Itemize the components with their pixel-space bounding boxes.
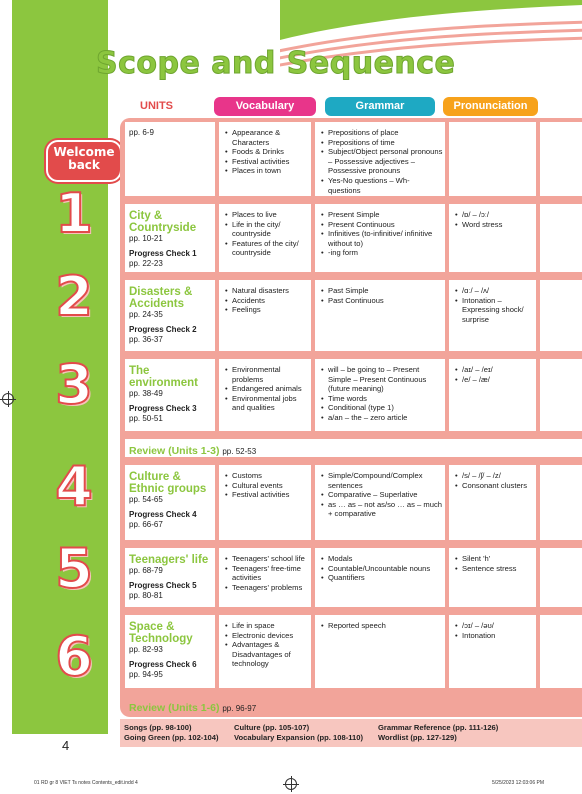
unit-cell [125,359,215,431]
grammar-item: • as … as – not as/so … as – much + comparative [321,500,443,519]
review-pages: pp. 96-97 [222,704,257,713]
grammar-item: • Past Simple [321,286,443,296]
row-unit-2 [120,276,582,355]
unit-number-text: 3 [55,353,93,416]
vocab-cell [219,280,311,351]
pron-item: • Silent 'h' [455,554,534,564]
unit-pages: pp. 68-79 [129,566,163,575]
scope-grid [120,118,582,717]
vocab-item: • Environmental jobs and qualities [225,394,309,413]
progress-check-pages: pp. 50-51 [129,414,163,423]
grammar-item: • Past Continuous [321,296,443,306]
registration-mark-bottom [285,778,297,790]
welcome-grammar-cell [315,122,445,196]
extra-cell [540,465,582,540]
welcome-extra-cell [540,122,582,196]
vocab-item: • Customs [225,471,309,481]
welcome-pron-cell [449,122,536,196]
vocab-cell [219,465,311,540]
unit-pages: pp. 38-49 [129,389,163,398]
pronunciation-header: Pronunciation [443,97,538,116]
unit-number-3 [36,353,112,416]
progress-check-pages: pp. 36-37 [129,335,163,344]
grammar-item: • Countable/Uncountable nouns [321,564,443,574]
pron-item: • /s/ – /ʃ/ – /z/ [455,471,534,481]
footer-wordlist: Wordlist (pp. 127-129) [378,733,457,742]
pron-cell [449,280,536,351]
vocab-item: • Electronic devices [225,631,309,641]
vocab-item: • Festival activities [225,490,309,500]
unit-title: The environment [129,365,199,389]
vocab-item: • Accidents [225,296,309,306]
vocab-item: • Environmental problems [225,365,309,384]
unit-cell [125,204,215,272]
vocab-item: • Features of the city/ countryside [225,239,309,258]
unit-pages: pp. 10-21 [129,234,163,243]
welcome-vocab-cell [219,122,311,196]
welcome-item: • Foods & Drinks [225,147,309,157]
pron-cell [449,204,536,272]
pron-cell [449,359,536,431]
grammar-cell [315,615,445,688]
footer-references [120,719,582,747]
footer-vocab-expansion: Vocabulary Expansion (pp. 108-110) [234,733,363,742]
grammar-item: • Quantifiers [321,573,443,583]
unit-cell [125,615,215,688]
progress-check-pages: pp. 94-95 [129,670,163,679]
welcome-item: • Prepositions of place [321,128,443,138]
grammar-item: • a/an – the – zero article [321,413,443,423]
vocab-item: • Places to live [225,210,309,220]
vocabulary-header: Vocabulary [214,97,316,116]
welcome-back-badge: Welcome back [46,140,122,182]
pron-item: • Sentence stress [455,564,534,574]
grammar-item: • Infinitives (to-infinitive/ infinitive without to) [321,229,443,248]
unit-number-2 [36,265,112,328]
pron-cell [449,465,536,540]
footer-culture: Culture (pp. 105-107) [234,723,310,732]
unit-cell [125,465,215,540]
page-number: 4 [62,738,70,753]
grammar-cell [315,359,445,431]
row-unit-3 [120,355,582,435]
progress-check: Progress Check 3 [129,404,197,413]
registration-mark-left [2,393,14,405]
pron-item: • Consonant clusters [455,481,534,491]
unit-cell [125,280,215,351]
units-header: UNITS [140,100,173,112]
vocab-cell [219,615,311,688]
unit-title: Space & Technology [129,621,193,645]
pron-item: • /aɪ/ – /eɪ/ [455,365,534,375]
vocab-item: • Life in space [225,621,309,631]
pron-item: • Intonation [455,631,534,641]
grammar-header: Grammar [325,97,435,116]
unit-number-6 [36,625,112,688]
unit-pages: pp. 54-65 [129,495,163,504]
welcome-pages: pp. 6-9 [129,128,154,137]
vocab-item: • Teenagers' problems [225,583,309,593]
vocab-item: • Advantages & Disadvantages of technology [225,640,309,669]
grammar-item: • Present Continuous [321,220,443,230]
progress-check-pages: pp. 66-67 [129,520,163,529]
unit-number-4 [36,455,112,518]
progress-check: Progress Check 6 [129,660,197,669]
progress-check: Progress Check 1 [129,249,197,258]
review-pages: pp. 52-53 [222,447,257,456]
unit-number-text: 2 [55,265,93,328]
unit-number-text: 5 [55,537,93,600]
pron-cell [449,548,536,607]
vocab-cell [219,359,311,431]
pron-item: • /ɔɪ/ – /əʊ/ [455,621,534,631]
vocab-cell [219,204,311,272]
footer-grammar-reference: Grammar Reference (pp. 111-126) [378,723,499,732]
pron-cell [449,615,536,688]
unit-title: City & Countryside [129,210,197,234]
pron-item: • Word stress [455,220,534,230]
unit-title: Culture & Ethnic groups [129,471,207,495]
progress-check: Progress Check 2 [129,325,197,334]
vocab-item: • Teenagers' free-time activities [225,564,309,583]
unit-title: Teenagers' life [129,554,209,566]
grammar-item: • -ing form [321,248,443,258]
welcome-item: • Yes-No questions – Wh- questions [321,176,443,195]
pron-item: • /ɑː/ – /ʌ/ [455,286,534,296]
unit-number-5 [36,537,112,600]
grammar-item: • Simple/Compound/Complex sentences [321,471,443,490]
grammar-item: • Comparative – Superlative [321,490,443,500]
grammar-cell [315,204,445,272]
grammar-item: • Present Simple [321,210,443,220]
welcome-item: • Subject/Object personal pronouns – Possessive adjectives – Possessive pronouns [321,147,443,176]
unit-title: Disasters & Accidents [129,286,193,310]
vocab-item: • Endangered animals [225,384,309,394]
unit-number-text: 1 [55,182,93,245]
row-review [120,692,582,717]
vocab-item: • Life in the city/ countryside [225,220,309,239]
grammar-cell [315,548,445,607]
grammar-item: • Conditional (type 1) [321,403,443,413]
row-welcome [120,118,582,200]
progress-check: Progress Check 5 [129,581,197,590]
row-unit-1 [120,200,582,276]
welcome-unit-cell [125,122,215,196]
welcome-item: • Places in town [225,166,309,176]
vocab-item: • Feelings [225,305,309,315]
review-label: Review (Units 1-6) pp. 96-97 [129,702,257,714]
grammar-item: • Reported speech [321,621,443,631]
progress-check-pages: pp. 80-81 [129,591,163,600]
progress-check: Progress Check 4 [129,510,197,519]
slug-left: 01 RD gr 8 VIET Ts notes Contents_edit.indd 4 [34,780,138,786]
pron-item: • Intonation – Expressing shock/ surprise [455,296,534,325]
row-unit-5 [120,544,582,611]
row-unit-4 [120,461,582,544]
welcome-item: • Festival activities [225,157,309,167]
page-title: Scope and Sequence [96,46,456,81]
footer-songs: Songs (pp. 98-100) [124,723,192,732]
grammar-cell [315,280,445,351]
vocab-item: • Natural disasters [225,286,309,296]
footer-going-green: Going Green (pp. 102-104) [124,733,219,742]
pron-item: • /e/ – /æ/ [455,375,534,385]
extra-cell [540,359,582,431]
welcome-item: • Prepositions of time [321,138,443,148]
unit-cell [125,548,215,607]
progress-check-pages: pp. 22-23 [129,259,163,268]
unit-number-text: 6 [55,625,93,688]
grammar-item: • Time words [321,394,443,404]
row-review [120,435,582,461]
grammar-item: • will – be going to – Present Simple – Present Continuous (future meaning) [321,365,443,394]
vocab-item: • Cultural events [225,481,309,491]
slug-right: 5/25/2023 12:03:06 PM [492,780,544,786]
review-label: Review (Units 1-3) pp. 52-53 [125,439,582,457]
vocab-cell [219,548,311,607]
grammar-cell [315,465,445,540]
row-unit-6 [120,611,582,692]
extra-cell [540,204,582,272]
unit-number-text: 4 [55,455,93,518]
unit-pages: pp. 24-35 [129,310,163,319]
extra-cell [540,615,582,688]
extra-cell [540,548,582,607]
unit-number-1 [36,182,112,245]
grammar-item: • Modals [321,554,443,564]
welcome-item: • Appearance & Characters [225,128,309,147]
pron-item: • /ɒ/ – /ɔː/ [455,210,534,220]
vocab-item: • Teenagers' school life [225,554,309,564]
extra-cell [540,280,582,351]
unit-pages: pp. 82-93 [129,645,163,654]
